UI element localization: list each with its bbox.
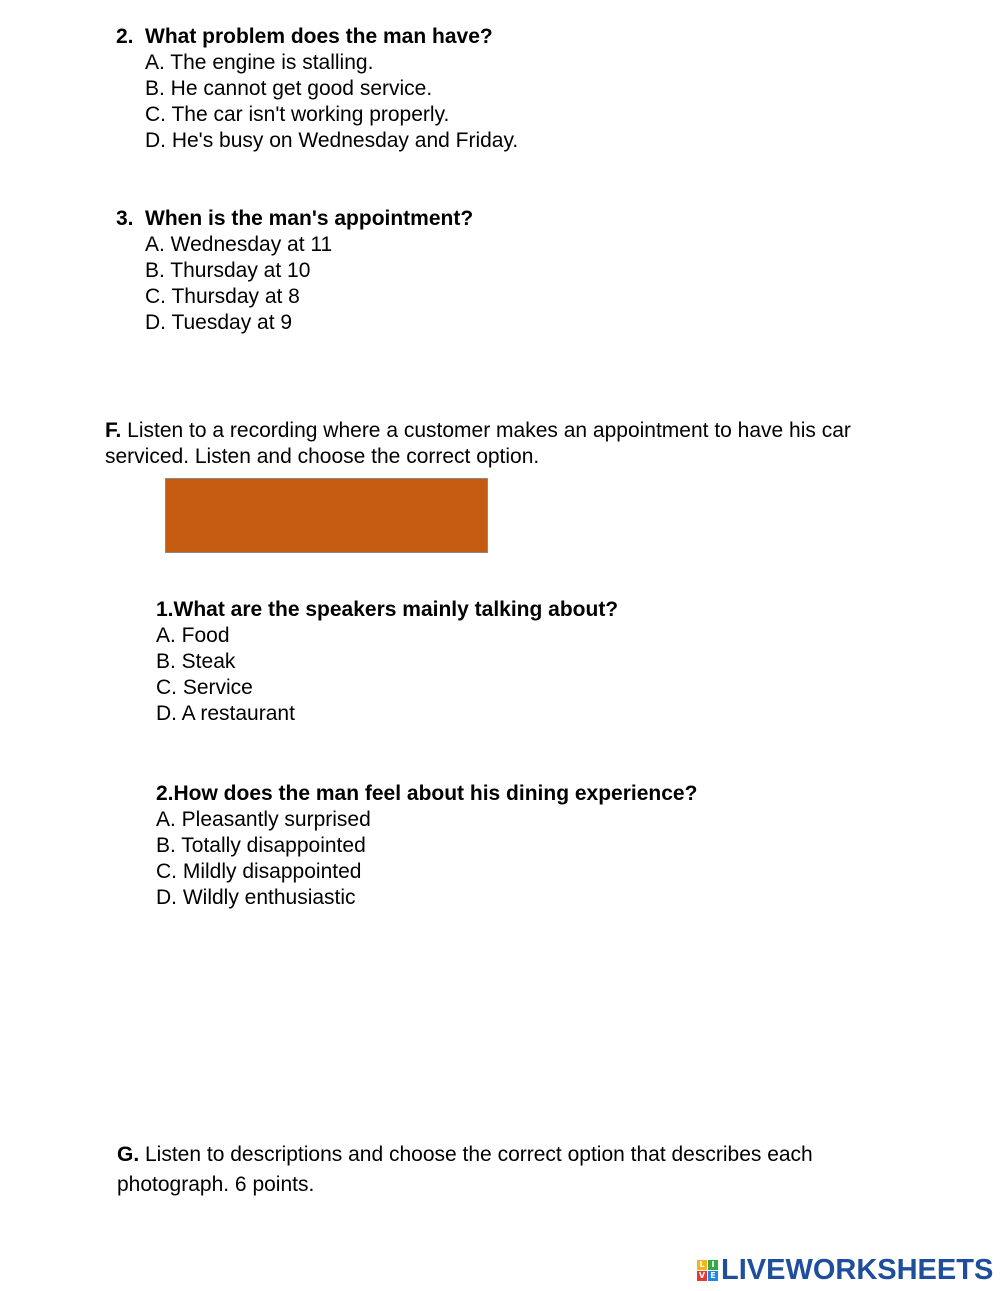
logo-letter: E: [708, 1271, 718, 1281]
answer-option[interactable]: A. The engine is stalling.: [145, 51, 374, 74]
answer-option[interactable]: C. Mildly disappointed: [156, 860, 362, 883]
instruction-text: serviced. Listen and choose the correct option.: [105, 445, 540, 468]
answer-option[interactable]: D. Wildly enthusiastic: [156, 886, 356, 909]
section-f-instruction: [105, 418, 851, 444]
audio-player[interactable]: [165, 478, 488, 553]
answer-option[interactable]: A. Pleasantly surprised: [156, 808, 371, 831]
question-text: When is the man's appointment?: [145, 207, 474, 230]
question-text: What problem does the man have?: [145, 25, 493, 48]
section-g-instruction: [117, 1140, 813, 1170]
question-number: 2.: [116, 25, 134, 48]
answer-option[interactable]: C. The car isn't working properly.: [145, 103, 450, 126]
answer-option[interactable]: B. He cannot get good service.: [145, 77, 433, 100]
answer-option[interactable]: D. Tuesday at 9: [145, 311, 293, 334]
logo-letter: V: [698, 1270, 706, 1280]
instruction-text: photograph. 6 points.: [117, 1173, 315, 1196]
answer-option[interactable]: B. Thursday at 10: [145, 259, 311, 282]
instruction-text: Listen to a recording where a customer makes an appointment to have his car: [121, 419, 851, 442]
question-number: 3.: [116, 207, 134, 230]
answer-option[interactable]: D. He's busy on Wednesday and Friday.: [145, 129, 519, 152]
answer-option[interactable]: B. Totally disappointed: [156, 834, 366, 857]
question-heading: 2.How does the man feel about his dining experience?: [156, 782, 698, 805]
logo-letter: I: [708, 1260, 718, 1270]
question-heading: [116, 24, 493, 50]
answer-option[interactable]: C. Thursday at 8: [145, 285, 300, 308]
section-label: F.: [105, 419, 122, 442]
answer-option[interactable]: A. Wednesday at 11: [145, 233, 333, 256]
answer-option[interactable]: C. Service: [156, 676, 253, 699]
instruction-text: Listen to descriptions and choose the correct option that describes each: [139, 1143, 813, 1166]
logo-letter: L: [697, 1260, 707, 1270]
question-heading: 1.What are the speakers mainly talking about?: [156, 598, 619, 621]
answer-option[interactable]: A. Food: [156, 624, 230, 647]
logo-icon: [697, 1260, 718, 1281]
question-heading: [116, 206, 473, 232]
section-label: G.: [117, 1143, 140, 1166]
logo-text: LIVEWORKSHEETS: [721, 1253, 994, 1286]
answer-option[interactable]: B. Steak: [156, 650, 236, 673]
answer-option[interactable]: D. A restaurant: [156, 702, 295, 725]
liveworksheets-logo: [697, 1252, 993, 1288]
